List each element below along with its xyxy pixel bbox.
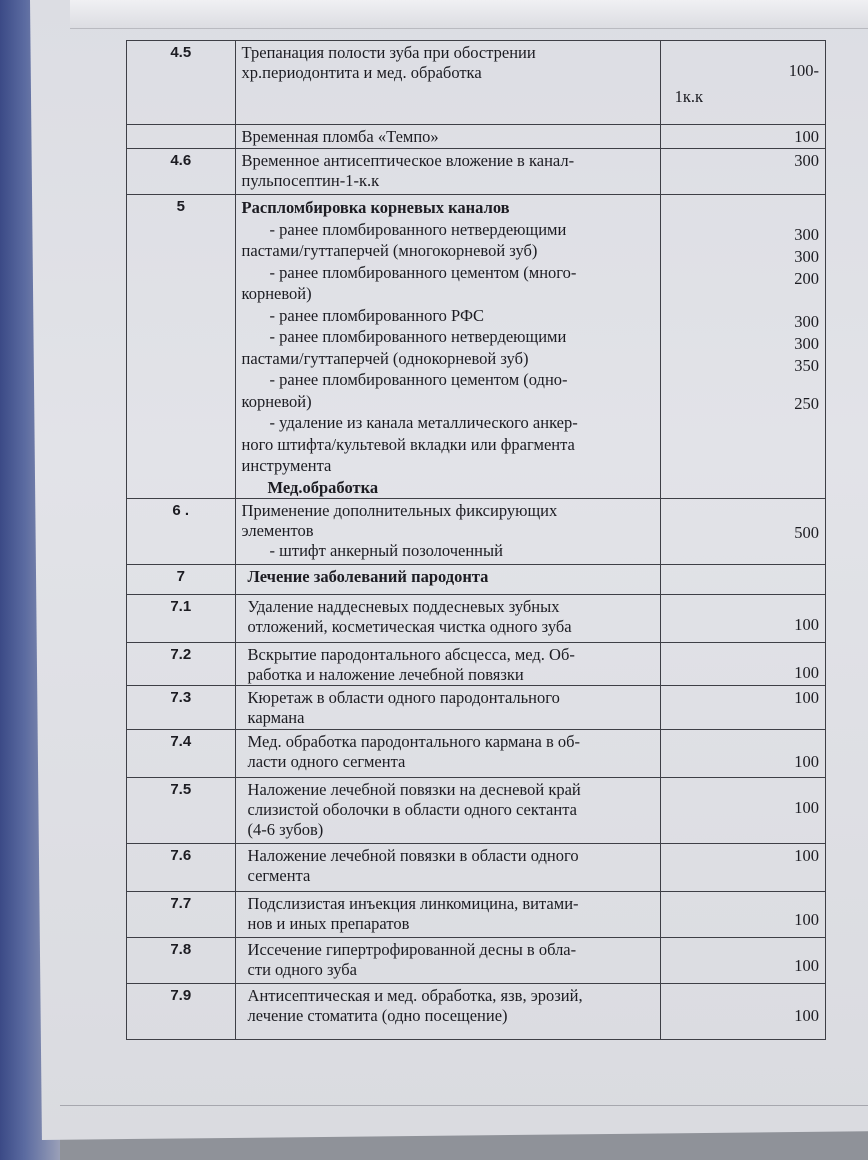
row-number: 7 — [127, 565, 236, 595]
row-price: 100- 1к.к — [660, 41, 825, 125]
table-row — [127, 844, 826, 892]
row-description: Удаление наддесневых поддесневых зубных отложений, косметическая чистка одного зуба — [235, 595, 660, 643]
row-price: 300 300 200 300 300 350 250 — [660, 195, 825, 499]
row-price: 300 — [660, 149, 825, 195]
section-title: Лечение заболеваний пародонта — [235, 565, 660, 595]
row-price: 100 — [660, 125, 825, 149]
row-description: Подслизистая инъекция линкомицина, витами- нов и иных препаратов — [235, 892, 660, 938]
row-description: Кюретаж в области одного пародонтального кармана — [235, 686, 660, 730]
table-row — [127, 643, 826, 686]
row-number: 7.7 — [127, 892, 236, 938]
row-number: 4.6 — [127, 149, 236, 195]
row-price: 100 — [660, 595, 825, 643]
table-row — [127, 595, 826, 643]
row-description: Временная пломба «Темпо» — [235, 125, 660, 149]
row-description: Применение дополнительных фиксирующих элементов - штифт анкерный позолоченный — [235, 499, 660, 565]
row-number: 7.6 — [127, 844, 236, 892]
row-description: Временное антисептическое вложение в канал- пульпосептин-1-к.к — [235, 149, 660, 195]
row-description: Трепанация полости зуба при обострении хр.периодонтита и мед. обработка — [235, 41, 660, 125]
table-row — [127, 938, 826, 984]
row-number: 6 . — [127, 499, 236, 565]
row-number: 4.5 — [127, 41, 236, 125]
row-price: 100 — [660, 686, 825, 730]
row-price: 100 — [660, 844, 825, 892]
row-description: Распломбировка корневых каналов - ранее пломбированного нетвердеющими пастами/гуттаперчей (многокорневой зуб) - ранее пломбированного цементом (много- корневой) - ранее пломбированного РФС - ранее пломбированного нетвердеющими пастами/гуттаперчей (однокорневой зуб) - ранее пломбированного цементом (одно- корневой) - удаление из канала металлического анкер- ного штифта/культевой вкладки или фрагмента инструмента Мед.обработка — [235, 195, 660, 499]
table-row — [127, 149, 826, 195]
table-row — [127, 730, 826, 778]
row-price: 100 — [660, 938, 825, 984]
table-row — [127, 892, 826, 938]
bottom-fold-line — [60, 1105, 868, 1126]
table-row — [127, 984, 826, 1040]
row-number: 7.9 — [127, 984, 236, 1040]
row-description: Наложение лечебной повязки в области одного сегмента — [235, 844, 660, 892]
row-price: 100 — [660, 984, 825, 1040]
row-number: 7.3 — [127, 686, 236, 730]
table-row — [127, 565, 826, 595]
table-row — [127, 778, 826, 844]
row-number: 7.4 — [127, 730, 236, 778]
row-number: 7.8 — [127, 938, 236, 984]
row-number: 5 — [127, 195, 236, 499]
row-description: Иссечение гипертрофированной десны в обла- сти одного зуба — [235, 938, 660, 984]
row-price: 500 — [660, 499, 825, 565]
table-row — [127, 499, 826, 565]
table-row — [127, 125, 826, 149]
table-row — [127, 41, 826, 125]
row-price: 100 — [660, 892, 825, 938]
row-number — [127, 125, 236, 149]
top-page-edge — [70, 0, 868, 29]
row-number: 7.2 — [127, 643, 236, 686]
row-price: 100 — [660, 778, 825, 844]
row-description: Антисептическая и мед. обработка, язв, эрозий, лечение стоматита (одно посещение) — [235, 984, 660, 1040]
row-price — [660, 565, 825, 595]
price-table — [126, 40, 826, 1040]
row-price: 100 — [660, 643, 825, 686]
row-description: Наложение лечебной повязки на десневой край слизистой оболочки в области одного сектанта (4-6 зубов) — [235, 778, 660, 844]
row-number: 7.5 — [127, 778, 236, 844]
row-price: 100 — [660, 730, 825, 778]
table-row — [127, 686, 826, 730]
row-description: Вскрытие пародонтального абсцесса, мед. Об- работка и наложение лечебной повязки — [235, 643, 660, 686]
row-description: Мед. обработка пародонтального кармана в об- ласти одного сегмента — [235, 730, 660, 778]
table-row — [127, 195, 826, 499]
row-number: 7.1 — [127, 595, 236, 643]
